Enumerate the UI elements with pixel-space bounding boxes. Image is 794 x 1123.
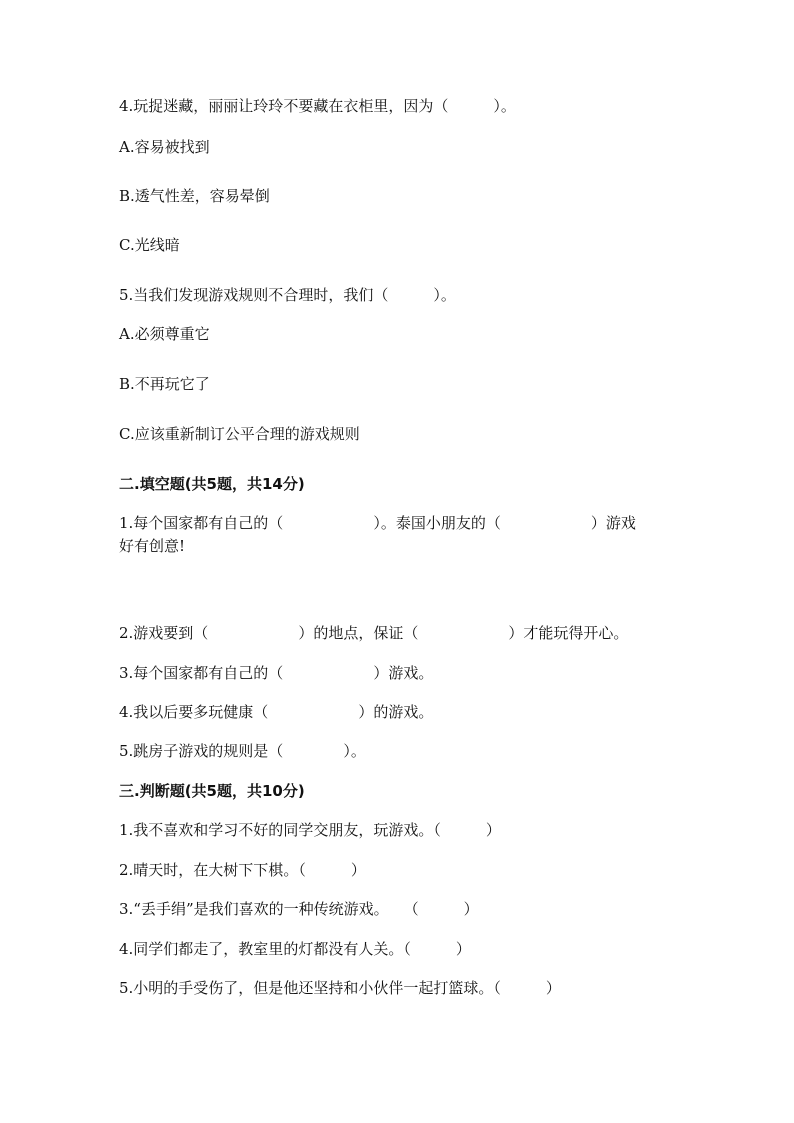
judge-q1: 1.我不喜欢和学习不好的同学交朋友，玩游戏。（ ） <box>119 821 501 839</box>
q5-option-b: B.不再玩它了 <box>119 375 210 393</box>
judge-q2: 2.晴天时，在大树下下棋。（ ） <box>119 861 366 879</box>
fill-q1-line1: 1.每个国家都有自己的（ ）。泰国小朋友的（ ）游戏 <box>119 514 636 532</box>
q5-stem: 5.当我们发现游戏规则不合理时，我们（ ）。 <box>119 286 456 304</box>
fill-q1-line2: 好有创意! <box>119 537 186 555</box>
judge-section-heading: 三.判断题(共5题，共10分) <box>119 782 305 800</box>
fill-section-heading: 二.填空题(共5题，共14分) <box>119 475 305 493</box>
q4-stem: 4.玩捉迷藏，丽丽让玲玲不要藏在衣柜里，因为（ ）。 <box>119 97 516 115</box>
judge-q4: 4.同学们都走了，教室里的灯都没有人关。（ ） <box>119 940 471 958</box>
fill-q2: 2.游戏要到（ ）的地点，保证（ ）才能玩得开心。 <box>119 624 629 642</box>
judge-q3: 3.“丢手绢”是我们喜欢的一种传统游戏。 （ ） <box>119 900 479 918</box>
fill-q3: 3.每个国家都有自己的（ ）游戏。 <box>119 664 434 682</box>
q4-option-a: A.容易被找到 <box>119 138 210 156</box>
fill-q5: 5.跳房子游戏的规则是（ ）。 <box>119 742 366 760</box>
fill-q4: 4.我以后要多玩健康（ ）的游戏。 <box>119 703 434 721</box>
q4-option-b: B.透气性差，容易晕倒 <box>119 187 270 205</box>
q4-option-c: C.光线暗 <box>119 236 180 254</box>
judge-q5: 5.小明的手受伤了，但是他还坚持和小伙伴一起打篮球。（ ） <box>119 979 561 997</box>
q5-option-a: A.必须尊重它 <box>119 325 210 343</box>
q5-option-c: C.应该重新制订公平合理的游戏规则 <box>119 425 360 443</box>
